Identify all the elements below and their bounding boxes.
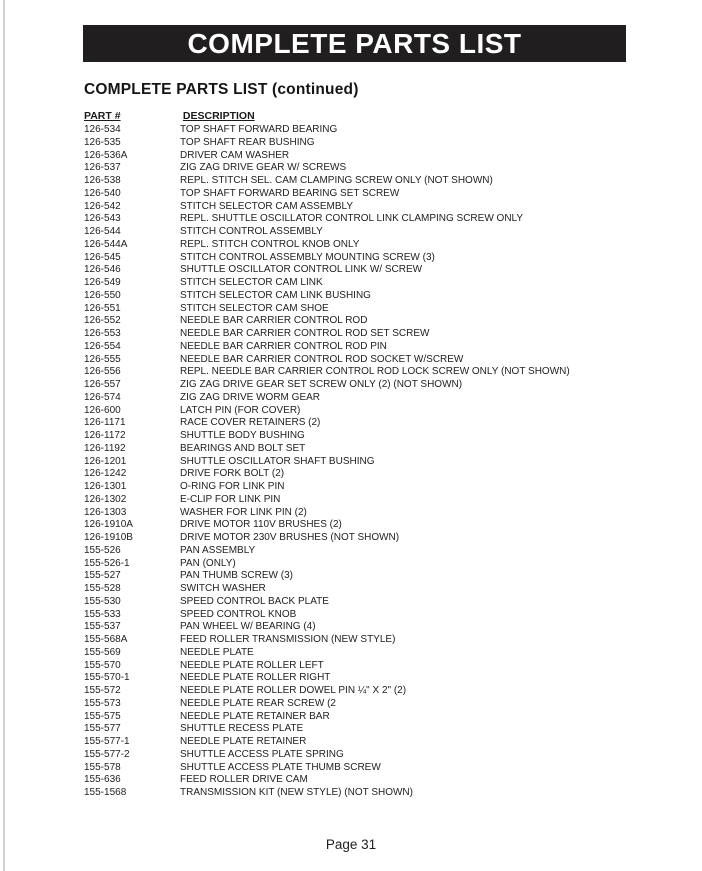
part-number-cell: 126-1192 [84, 442, 126, 454]
table-row [84, 354, 684, 367]
table-row [84, 787, 684, 800]
table-row [84, 711, 684, 724]
part-number-cell: 126-1910A [84, 519, 133, 531]
table-row [84, 609, 684, 622]
table-row [84, 634, 684, 647]
part-number-cell: 155-527 [84, 570, 121, 582]
description-cell: STITCH SELECTOR CAM SHOE [180, 302, 329, 314]
description-cell: REPL. STITCH SEL. CAM CLAMPING SCREW ONLY (NOT SHOWN) [180, 175, 493, 186]
description-cell: NEEDLE PLATE ROLLER LEFT [180, 659, 324, 671]
table-row [84, 290, 684, 303]
table-row [84, 596, 684, 609]
table-row [84, 328, 684, 341]
table-row [84, 252, 684, 265]
table-row [84, 392, 684, 405]
column-header-part-number: PART # [84, 110, 121, 122]
description-cell: STITCH CONTROL ASSEMBLY MOUNTING SCREW (3) [180, 251, 435, 263]
part-number-cell: 155-577 [84, 723, 121, 735]
description-cell: NEEDLE PLATE ROLLER RIGHT [180, 672, 331, 684]
part-number-cell: 155-636 [84, 774, 121, 786]
description-cell: SHUTTLE ACCESS PLATE THUMB SCREW [180, 761, 381, 773]
table-row [84, 162, 684, 175]
table-row [84, 736, 684, 749]
description-cell: SHUTTLE BODY BUSHING [180, 430, 305, 441]
table-row [84, 226, 684, 239]
table-row [84, 443, 684, 456]
table-row [84, 545, 684, 558]
description-cell: DRIVER CAM WASHER [180, 149, 290, 161]
part-number-cell: 126-557 [84, 379, 121, 390]
part-number-cell: 126-1301 [84, 481, 127, 492]
table-row [84, 583, 684, 596]
description-cell: DRIVE MOTOR 110V BRUSHES (2) [180, 519, 342, 531]
table-row [84, 315, 684, 328]
description-cell: NEEDLE PLATE RETAINER BAR [180, 710, 330, 722]
description-cell: DRIVE MOTOR 230V BRUSHES (NOT SHOWN) [180, 532, 400, 543]
part-number-cell: 126-554 [84, 340, 121, 352]
description-cell: STITCH SELECTOR CAM ASSEMBLY [180, 200, 354, 212]
description-cell: NEEDLE PLATE RETAINER [180, 736, 307, 747]
table-row [84, 366, 684, 379]
page-banner [83, 25, 626, 62]
part-number-cell: 126-600 [84, 404, 121, 416]
part-number-cell: 126-1201 [84, 455, 127, 467]
description-cell: ZIG ZAG DRIVE GEAR W/ SCREWS [180, 162, 347, 174]
part-number-cell: 126-574 [84, 391, 121, 403]
description-cell: NEEDLE PLATE ROLLER DOWEL PIN ¼" X 2" (2) [180, 685, 407, 696]
description-cell: REPL. STITCH CONTROL KNOB ONLY [180, 238, 360, 250]
description-cell: TOP SHAFT FORWARD BEARING [180, 124, 338, 135]
parts-table-body [84, 124, 684, 800]
table-row [84, 430, 684, 443]
description-cell: TOP SHAFT REAR BUSHING [180, 136, 315, 148]
description-cell: SPEED CONTROL KNOB [180, 608, 297, 620]
table-row [84, 558, 684, 571]
part-number-cell: 155-572 [84, 685, 121, 696]
table-row [84, 672, 684, 685]
part-number-cell: 126-1302 [84, 493, 127, 505]
table-row [84, 341, 684, 354]
description-cell: BEARINGS AND BOLT SET [180, 442, 306, 454]
part-number-cell: 126-551 [84, 302, 121, 314]
part-number-cell: 126-546 [84, 264, 121, 276]
part-number-cell: 126-1303 [84, 506, 127, 518]
table-row [84, 481, 684, 494]
description-cell: NEEDLE BAR CARRIER CONTROL ROD SET SCREW [180, 328, 430, 339]
table-row [84, 150, 684, 163]
table-row [84, 749, 684, 762]
description-cell: SHUTTLE ACCESS PLATE SPRING [180, 748, 344, 760]
description-cell: PAN WHEEL W/ BEARING (4) [180, 621, 316, 633]
table-row [84, 468, 684, 481]
description-cell: PAN THUMB SCREW (3) [180, 570, 293, 582]
table-row [84, 137, 684, 150]
description-cell: NEEDLE PLATE REAR SCREW (2 [180, 697, 336, 709]
part-number-cell: 126-538 [84, 175, 121, 186]
part-number-cell: 126-542 [84, 200, 121, 212]
description-cell: FEED ROLLER DRIVE CAM [180, 774, 308, 786]
table-row [84, 685, 684, 698]
column-header-description: DESCRIPTION [182, 110, 255, 122]
description-cell: DRIVE FORK BOLT (2) [180, 468, 285, 480]
description-cell: ZIG ZAG DRIVE WORM GEAR [180, 391, 321, 403]
part-number-cell: 155-526 [84, 544, 121, 556]
part-number-cell: 155-570 [84, 659, 121, 671]
part-number-cell: 155-537 [84, 621, 121, 633]
table-row [84, 762, 684, 775]
description-cell: NEEDLE BAR CARRIER CONTROL ROD PIN [180, 340, 387, 352]
description-cell: REPL. SHUTTLE OSCILLATOR CONTROL LINK CLAMPING SCREW ONLY [180, 213, 524, 225]
table-row [84, 698, 684, 711]
table-row [84, 303, 684, 316]
description-cell: WASHER FOR LINK PIN (2) [180, 506, 307, 518]
description-cell: NEEDLE PLATE [180, 646, 254, 658]
table-column-headers [84, 110, 255, 122]
table-row [84, 239, 684, 252]
part-number-cell: 126-550 [84, 289, 121, 301]
table-row [84, 264, 684, 277]
description-cell: LATCH PIN (FOR COVER) [180, 404, 301, 416]
part-number-cell: 155-577-1 [84, 736, 130, 747]
description-cell: REPL. NEEDLE BAR CARRIER CONTROL ROD LOCK SCREW ONLY (NOT SHOWN) [180, 366, 570, 378]
table-row [84, 175, 684, 188]
description-cell: PAN (ONLY) [180, 557, 236, 569]
part-number-cell: 126-1242 [84, 468, 127, 480]
table-row [84, 570, 684, 583]
table-row [84, 277, 684, 290]
table-row [84, 507, 684, 520]
part-number-cell: 126-537 [84, 162, 121, 174]
part-number-cell: 126-553 [84, 328, 121, 339]
part-number-cell: 155-528 [84, 583, 121, 594]
part-number-cell: 155-569 [84, 646, 121, 658]
description-cell: NEEDLE BAR CARRIER CONTROL ROD [180, 315, 368, 327]
part-number-cell: 126-543 [84, 213, 121, 225]
table-row [84, 660, 684, 673]
part-number-cell: 126-544A [84, 238, 128, 250]
description-cell: E-CLIP FOR LINK PIN [180, 493, 281, 505]
description-cell: SHUTTLE RECESS PLATE [180, 723, 304, 735]
part-number-cell: 155-578 [84, 761, 121, 773]
table-row [84, 405, 684, 418]
description-cell: STITCH SELECTOR CAM LINK [180, 277, 323, 288]
part-number-cell: 126-552 [84, 315, 121, 327]
description-cell: SHUTTLE OSCILLATOR CONTROL LINK W/ SCREW [180, 264, 423, 276]
description-cell: SHUTTLE OSCILLATOR SHAFT BUSHING [180, 455, 375, 467]
part-number-cell: 155-530 [84, 595, 121, 607]
description-cell: SPEED CONTROL BACK PLATE [180, 595, 329, 607]
part-number-cell: 126-534 [84, 124, 121, 135]
part-number-cell: 126-545 [84, 251, 121, 263]
part-number-cell: 126-1910B [84, 532, 133, 543]
part-number-cell: 126-535 [84, 136, 121, 148]
description-cell: STITCH CONTROL ASSEMBLY [180, 226, 323, 237]
banner-title: COMPLETE PARTS LIST [187, 28, 522, 59]
table-row [84, 213, 684, 226]
table-row [84, 124, 684, 137]
table-row [84, 456, 684, 469]
table-row [84, 494, 684, 507]
part-number-cell: 126-556 [84, 366, 121, 378]
description-cell: TRANSMISSION KIT (NEW STYLE) (NOT SHOWN) [180, 787, 413, 798]
description-cell: SWITCH WASHER [180, 583, 266, 594]
scan-artifact-line [3, 0, 5, 871]
part-number-cell: 126-555 [84, 353, 121, 365]
part-number-cell: 155-577-2 [84, 748, 130, 760]
part-number-cell: 155-1568 [84, 787, 127, 798]
part-number-cell: 126-1171 [84, 417, 126, 429]
table-row [84, 532, 684, 545]
part-number-cell: 155-526-1 [84, 557, 130, 569]
table-row [84, 417, 684, 430]
table-row [84, 201, 684, 214]
part-number-cell: 126-536A [84, 149, 128, 161]
description-cell: RACE COVER RETAINERS (2) [180, 417, 321, 429]
part-number-cell: 155-570-1 [84, 672, 130, 684]
section-title: COMPLETE PARTS LIST (continued) [84, 81, 359, 98]
part-number-cell: 126-540 [84, 187, 121, 199]
description-cell: PAN ASSEMBLY [180, 544, 256, 556]
table-row [84, 723, 684, 736]
part-number-cell: 155-575 [84, 710, 121, 722]
part-number-cell: 126-549 [84, 277, 121, 288]
table-row [84, 188, 684, 201]
part-number-cell: 155-568A [84, 634, 128, 645]
description-cell: TOP SHAFT FORWARD BEARING SET SCREW [180, 187, 400, 199]
description-cell: STITCH SELECTOR CAM LINK BUSHING [180, 289, 371, 301]
part-number-cell: 126-544 [84, 226, 121, 237]
description-cell: FEED ROLLER TRANSMISSION (NEW STYLE) [180, 634, 396, 645]
table-row [84, 647, 684, 660]
table-row [84, 379, 684, 392]
table-row [84, 519, 684, 532]
description-cell: NEEDLE BAR CARRIER CONTROL ROD SOCKET W/SCREW [180, 353, 464, 365]
part-number-cell: 126-1172 [84, 430, 126, 441]
part-number-cell: 155-533 [84, 608, 121, 620]
description-cell: ZIG ZAG DRIVE GEAR SET SCREW ONLY (2) (NOT SHOWN) [180, 379, 463, 390]
table-row [84, 621, 684, 634]
table-row [84, 774, 684, 787]
part-number-cell: 155-573 [84, 697, 121, 709]
description-cell: O-RING FOR LINK PIN [180, 481, 285, 492]
page-number: Page 31 [325, 837, 377, 852]
